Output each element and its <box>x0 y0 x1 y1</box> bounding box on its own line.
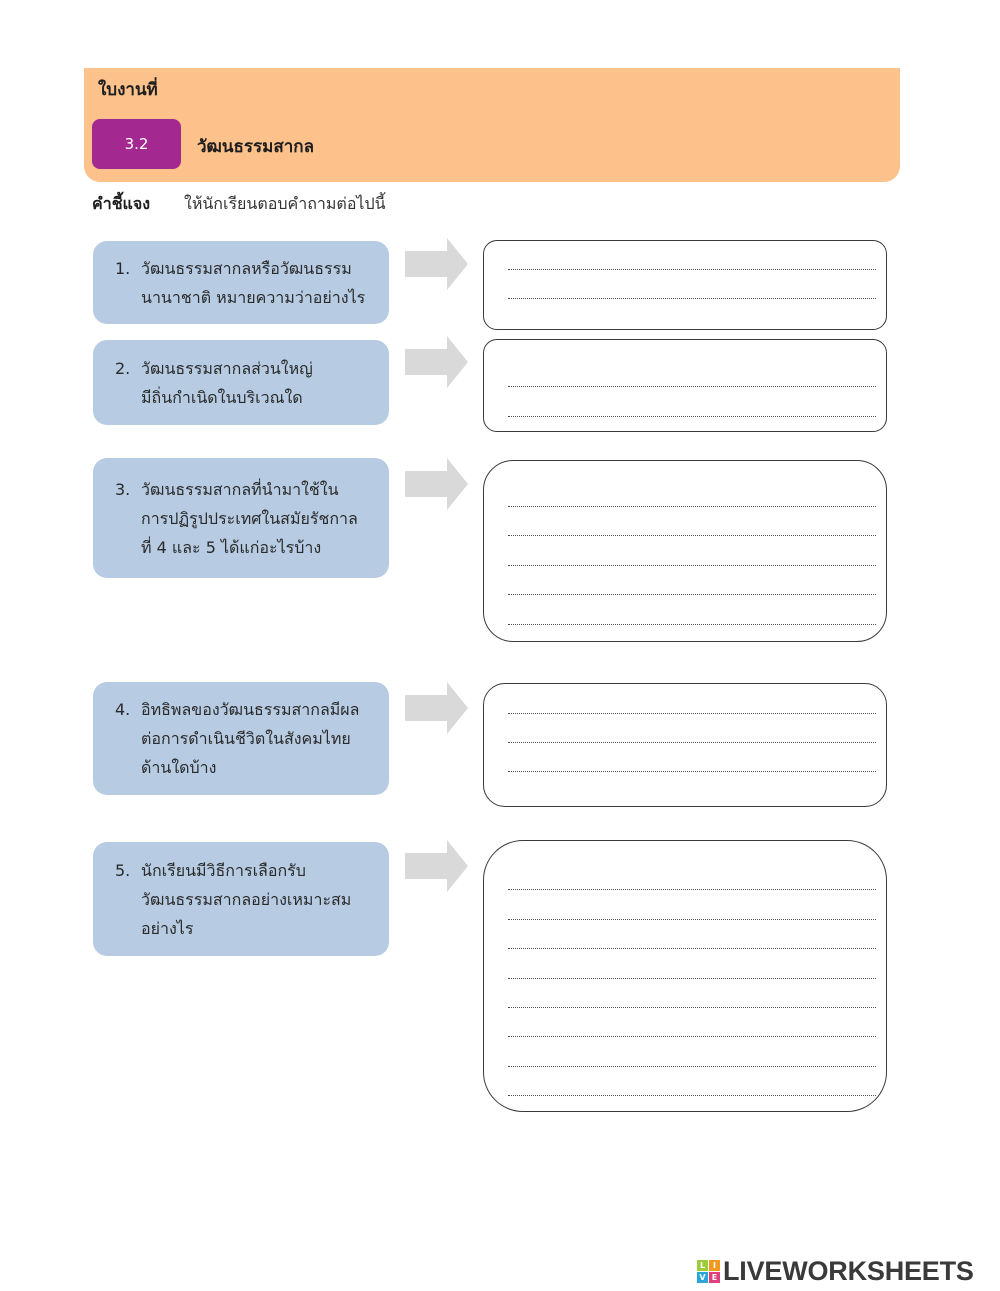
arrow-right-icon <box>405 458 469 510</box>
answer-line <box>508 978 876 979</box>
arrow-right-icon <box>405 336 469 388</box>
answer-line <box>508 1066 876 1067</box>
question-text: วัฒนธรรมสากลที่นำมาใช้ใน การปฏิรูปประเทศในสมัยรัชกาล ที่ 4 และ 5 ได้แก่อะไรบ้าง <box>141 479 358 557</box>
question-text: วัฒนธรรมสากลหรือวัฒนธรรม นานาชาติ หมายความว่าอย่างไร <box>141 258 366 307</box>
liveworksheets-logo[interactable] <box>697 1256 974 1287</box>
answer-line <box>508 1095 876 1096</box>
instructions-label: คำชี้แจง <box>92 194 151 213</box>
worksheet-header <box>84 68 900 182</box>
answer-line <box>508 565 876 566</box>
answer-box-4[interactable] <box>483 683 887 807</box>
answer-line <box>508 919 876 920</box>
arrow-right-icon <box>405 682 469 734</box>
answer-line <box>508 771 876 772</box>
answer-line <box>508 1007 876 1008</box>
instructions-text: ให้นักเรียนตอบคำถามต่อไปนี้ <box>184 194 386 213</box>
logo-mark-icon: L I V E <box>697 1260 720 1283</box>
question-box-4 <box>93 682 389 795</box>
answer-line <box>508 889 876 890</box>
answer-line <box>508 298 876 299</box>
answer-box-1[interactable] <box>483 240 887 330</box>
answer-line <box>508 269 876 270</box>
question-text: อิทธิพลของวัฒนธรรมสากลมีผล ต่อการดำเนินชีวิตในสังคมไทย ด้านใดบ้าง <box>141 700 360 777</box>
answer-line <box>508 948 876 949</box>
question-number: 5. <box>115 860 131 880</box>
question-number: 1. <box>115 258 131 278</box>
answer-line <box>508 386 876 387</box>
arrow-right-icon <box>405 238 469 290</box>
question-box-1 <box>93 241 389 324</box>
question-number: 2. <box>115 358 131 378</box>
answer-line <box>508 416 876 417</box>
answer-line <box>508 624 876 625</box>
answer-box-3[interactable] <box>483 460 887 642</box>
answer-line <box>508 742 876 743</box>
question-text: วัฒนธรรมสากลส่วนใหญ่ มีถิ่นกำเนิดในบริเวณใด <box>141 358 313 407</box>
worksheet-label: ใบงานที่ <box>98 80 158 100</box>
question-text: นักเรียนมีวิธีการเลือกรับ วัฒนธรรมสากลอย่างเหมาะสม อย่างไร <box>141 860 352 938</box>
question-box-2 <box>93 340 389 425</box>
arrow-right-icon <box>405 840 469 892</box>
answer-box-5[interactable] <box>483 840 887 1112</box>
answer-line <box>508 1036 876 1037</box>
worksheet-title: วัฒนธรรมสากล <box>197 137 314 157</box>
question-number: 4. <box>115 700 131 719</box>
question-number: 3. <box>115 479 131 499</box>
answer-line <box>508 506 876 507</box>
worksheet-number-badge: 3.2 <box>92 119 181 169</box>
answer-box-2[interactable] <box>483 339 887 432</box>
question-box-5 <box>93 842 389 956</box>
answer-line <box>508 713 876 714</box>
logo-text: LIVEWORKSHEETS <box>723 1256 974 1286</box>
answer-line <box>508 594 876 595</box>
question-box-3 <box>93 458 389 578</box>
answer-line <box>508 535 876 536</box>
